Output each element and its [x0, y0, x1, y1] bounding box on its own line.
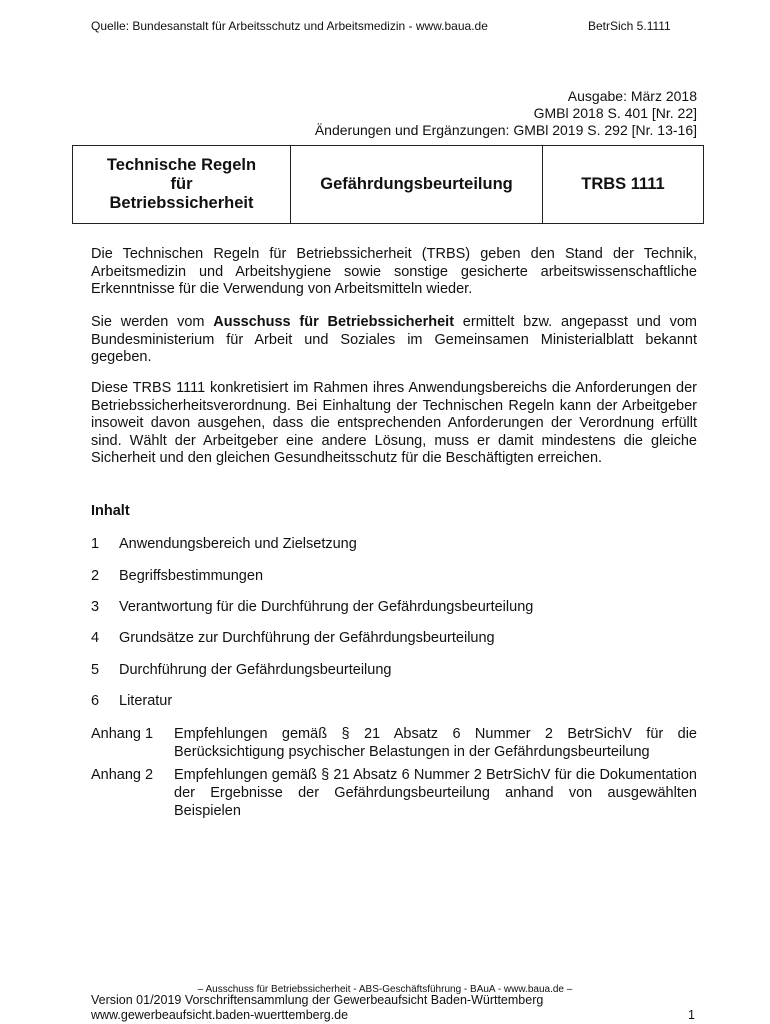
toc-item-number: 2: [91, 568, 100, 584]
toc-item-title: Durchführung der Gefährdungsbeurteilung: [119, 662, 392, 678]
toc-item[interactable]: [91, 630, 495, 646]
toc-annex-title: Empfehlungen gemäß § 21 Absatz 6 Nummer 2 BetrSichV für die Dokumentation der Ergebnisse der Gefährdungsbeurteilung anhand von ausgewählten Beispielen: [174, 767, 697, 819]
title-series-line1: Technische Regeln: [106, 156, 257, 174]
toc-item-title: Grundsätze zur Durchführung der Gefährdungsbeurteilung: [119, 630, 495, 646]
toc-item-number: 4: [91, 630, 100, 646]
title-subject: Gefährdungsbeurteilung: [291, 146, 543, 224]
toc-item-title: Literatur: [119, 693, 173, 709]
toc-item[interactable]: [91, 536, 357, 552]
toc-item-number: 6: [91, 693, 100, 709]
toc-annex[interactable]: [91, 725, 697, 761]
toc-item-title: Begriffsbestimmungen: [119, 568, 264, 584]
header-source: Quelle: Bundesanstalt für Arbeitsschutz und Arbeitsmedizin - www.baua.de: [91, 19, 488, 33]
footer-version: Version 01/2019 Vorschriftensammlung der Gewerbeaufsicht Baden-Württemberg: [91, 993, 544, 1007]
edition-date: Ausgabe: März 2018: [567, 88, 697, 104]
toc-item[interactable]: [91, 662, 391, 678]
page-number: 1: [688, 1008, 695, 1022]
toc-item-title: Verantwortung für die Durchführung der Gefährdungsbeurteilung: [119, 599, 534, 615]
toc-annex-label: Anhang 1: [91, 726, 154, 742]
edition-amendments: Änderungen und Ergänzungen: GMBl 2019 S. 292 [Nr. 13-16]: [314, 122, 697, 138]
title-series-line2: für: [170, 175, 193, 193]
edition-gmbl: GMBl 2018 S. 401 [Nr. 22]: [533, 105, 697, 121]
toc-item-title: Anwendungsbereich und Zielsetzung: [119, 536, 357, 552]
toc-heading: Inhalt: [91, 503, 130, 519]
title-code: TRBS 1111: [543, 146, 704, 224]
intro-p2-committee: Ausschuss für Betriebssicherheit: [213, 314, 455, 330]
intro-paragraph-1: Die Technischen Regeln für Betriebssicherheit (TRBS) geben den Stand der Technik, Arbeitsmedizin und Arbeitshygiene sowie sonstige gesicherte arbeitswissenschaftliche Erkenntnisse für die Verwendung von Arbeitsmitteln wieder.: [91, 246, 697, 297]
intro-paragraph-2: [91, 314, 697, 367]
toc-item[interactable]: [91, 568, 263, 584]
header-doc-id: BetrSich 5.1111: [588, 19, 671, 33]
intro-p2-before: Sie werden vom: [91, 314, 214, 330]
toc-item[interactable]: [91, 599, 533, 615]
intro-paragraph-3: Diese TRBS 1111 konkretisiert im Rahmen ihres Anwendungsbereichs die Anforderungen der Betriebssicherheitsverordnung. Bei Einhaltung der Technischen Regeln kann der Arbeitgeber insoweit davon ausgehen, dass die entsprechenden Anforderungen der Verordnung erfüllt sind. Wählt der Arbeitgeber eine andere Lösung, muss er damit mindestens die gleiche Sicherheit und den gleichen Gesundheitsschutz für die Beschäftigten erreichen.: [91, 380, 697, 466]
intro-p2-after: ermittelt bzw. angepasst und vom Bundesministerium für Arbeit und Soziales im Gemeinsamen Ministerialblatt bekannt gegeben.: [91, 314, 697, 365]
toc-item[interactable]: [91, 693, 172, 709]
title-series: [73, 146, 291, 224]
edition-info: [315, 88, 697, 139]
toc-annex[interactable]: [91, 766, 697, 820]
toc-item-number: 1: [91, 536, 100, 552]
toc-item-number: 5: [91, 662, 100, 678]
footer-committee: – Ausschuss für Betriebssicherheit - ABS-Geschäftsführung - BAuA - www.baua.de –: [197, 984, 573, 995]
toc-item-number: 3: [91, 599, 100, 615]
toc-annex-label: Anhang 2: [91, 767, 154, 783]
toc-annex-title: Empfehlungen gemäß § 21 Absatz 6 Nummer 2 BetrSichV für die Berücksichtigung psychischer Belastungen in der Gefährdungsbeurteilung: [174, 726, 697, 760]
title-table: [72, 145, 704, 224]
title-series-line3: Betriebssicherheit: [109, 194, 254, 212]
footer-website[interactable]: www.gewerbeaufsicht.baden-wuerttemberg.de: [91, 1008, 349, 1022]
